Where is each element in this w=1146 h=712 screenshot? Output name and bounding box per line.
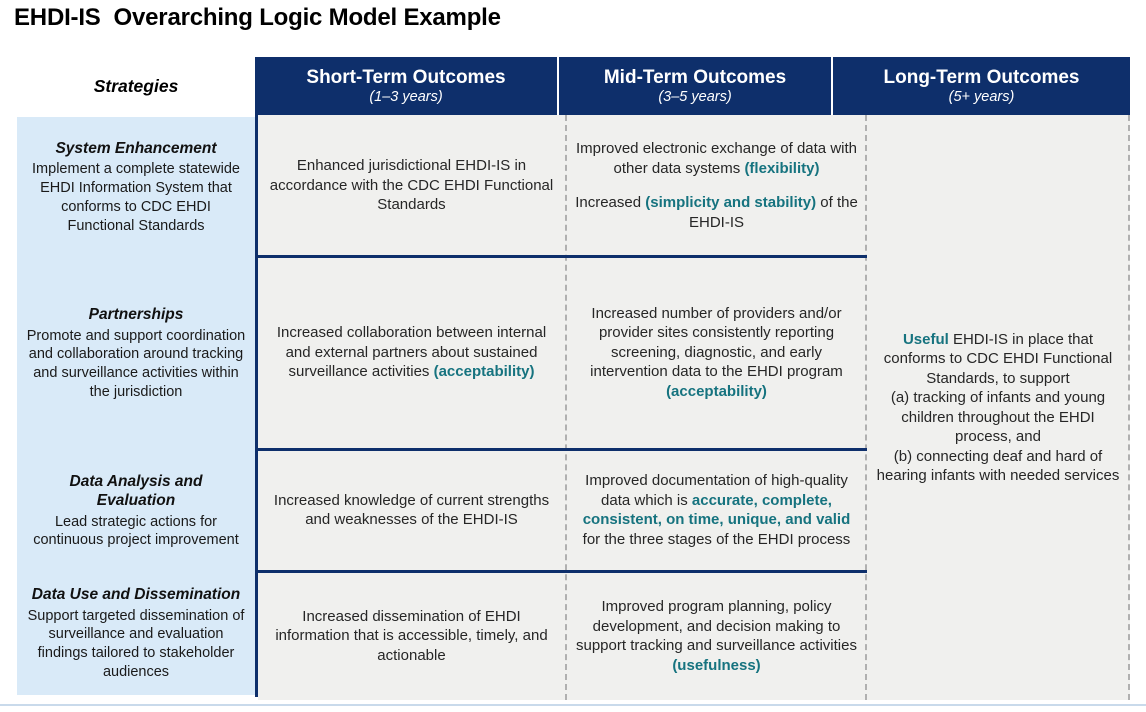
mid-term-cell-system-enhancement: Improved electronic exchange of data with other data systems (flexibility) Increased (simplicity and stability) of the EHDI-IS — [575, 140, 858, 231]
short-term-cell-system-enhancement: Enhanced jurisdictional EHDI-IS in accordance with the CDC EHDI Functional Standards — [269, 157, 554, 214]
strategy-data-use-dissemination — [17, 572, 255, 695]
strategy-description: Promote and support coordination and collaboration around tracking and surveillance activities within the jurisdiction — [26, 327, 246, 401]
column-divider-dashed — [565, 115, 567, 700]
short-term-cell-partnerships: Increased collaboration between internal and external partners about sustained surveillance activities (acceptability) — [276, 324, 547, 381]
column-header-mid-term — [559, 57, 831, 115]
sidebar-divider-line — [255, 115, 258, 697]
column-title: Short-Term Outcomes — [306, 66, 506, 88]
strategy-description: Implement a complete statewide EHDI Information System that conforms to CDC EHDI Functional Standards — [32, 161, 240, 234]
column-header-long-term — [833, 57, 1130, 115]
strategy-name: System Enhancement — [55, 139, 217, 157]
strategy-description: Support targeted dissemination of surveillance and evaluation findings tailored to stakeholder audiences — [27, 607, 245, 681]
row-separator — [255, 448, 867, 451]
strategy-name: Data Use and Dissemination — [31, 586, 241, 604]
short-term-cell-data-analysis: Increased knowledge of current strengths and weaknesses of the EHDI-IS — [273, 491, 550, 528]
row-separator — [255, 255, 867, 258]
mid-term-cell-data-use: Improved program planning, policy development, and decision making to support tracking and surveillance activities (usefulness) — [576, 598, 857, 674]
strategy-data-analysis-evaluation — [17, 450, 255, 572]
bottom-rule — [0, 704, 1146, 706]
column-subtitle: (1–3 years) — [369, 88, 443, 105]
column-divider-dashed — [1128, 115, 1130, 700]
row-separator — [255, 570, 867, 573]
column-title: Mid-Term Outcomes — [603, 66, 787, 88]
column-title: Long-Term Outcomes — [883, 66, 1080, 88]
strategy-system-enhancement — [17, 117, 255, 257]
column-header-row — [255, 57, 1130, 115]
column-divider-dashed — [865, 115, 867, 700]
short-term-cell-data-use: Increased dissemination of EHDI information that is accessible, timely, and actionable — [275, 607, 548, 664]
strategy-description: Lead strategic actions for continuous project improvement — [33, 513, 239, 549]
column-header-short-term — [255, 57, 557, 115]
strategy-name: Data Analysis and Evaluation — [69, 472, 203, 510]
mid-term-cell-data-analysis: Improved documentation of high-quality data which is accurate, complete, consistent, on time, unique, and valid for the three stages of the EHDI process — [582, 472, 851, 548]
strategies-column-header: Strategies — [93, 75, 179, 96]
mid-term-cell-partnerships: Increased number of providers and/or provider sites consistently reporting screening, diagnostic, and early intervention data to the EHDI program (acceptability) — [590, 304, 843, 400]
long-term-outcome-cell: Useful EHDI-IS in place that conforms to CDC EHDI Functional Standards, to support (a) tracking of infants and young children throughout the EHDI process, and (b) connecting deaf and hard of hearing infants with needed services — [876, 330, 1120, 484]
strategy-partnerships — [17, 257, 255, 450]
column-subtitle: (5+ years) — [948, 88, 1015, 105]
page-title: EHDI-IS Overarching Logic Model Example — [14, 4, 501, 31]
column-subtitle: (3–5 years) — [658, 88, 732, 105]
strategy-name: Partnerships — [88, 306, 184, 324]
